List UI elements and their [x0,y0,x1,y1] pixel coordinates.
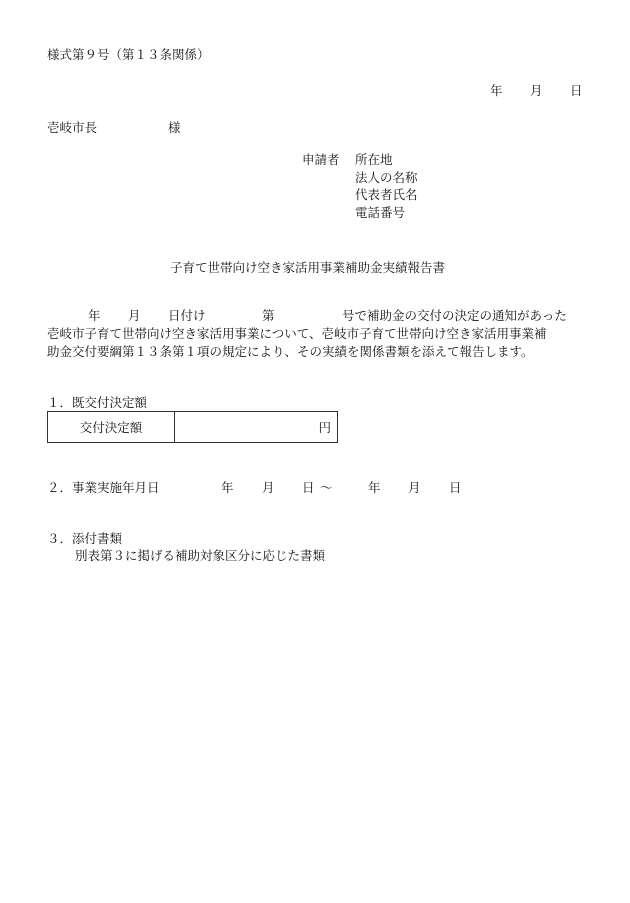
date-year: 年 [490,83,503,98]
applicant-field: 代表者氏名 [355,187,418,202]
body-line1-rest: 号で補助金の交付の決定の通知があった [342,308,567,323]
section3-heading: ３．添付書類 [47,531,123,546]
yen-unit: 円 [318,420,331,435]
addressee-honorific: 様 [168,120,181,135]
grant-amount-field [175,412,337,442]
applicant-field: 法人の名称 [355,170,418,185]
range-tilde: ～ [320,480,333,495]
date-month: 月 [530,83,543,98]
section1-heading: １．既交付決定額 [47,395,148,410]
body-day: 日付け [168,308,206,323]
date-day: 日 [570,83,583,98]
body-dai: 第 [262,308,275,323]
start-day: 日 [302,480,315,495]
body-year: 年 [88,308,101,323]
document-title: 子育て世帯向け空き家活用事業補助金実績報告書 [170,260,446,275]
grant-amount-table [47,411,338,443]
applicant-field: 電話番号 [355,205,406,220]
start-year: 年 [221,480,234,495]
end-day: 日 [449,480,462,495]
end-year: 年 [368,480,381,495]
addressee-name: 壱岐市長 [47,120,98,135]
applicant-label: 申請者 [302,152,340,167]
grant-amount-label: 交付決定額 [48,412,175,442]
section2-heading: ２．事業実施年月日 [47,480,160,495]
body-line2: 壱岐市子育て世帯向け空き家活用事業について、壱岐市子育て世帯向け空き家活用事業補 [47,326,547,341]
form-number: 様式第９号（第１３条関係） [47,47,210,62]
body-month: 月 [128,308,141,323]
applicant-field: 所在地 [355,152,393,167]
end-month: 月 [408,480,421,495]
attachment-item: 別表第３に掲げる補助対象区分に応じた書類 [75,548,326,563]
body-line3: 助金交付要綱第１３条第１項の規定により、その実績を関係書類を添えて報告します。 [47,344,534,359]
start-month: 月 [262,480,275,495]
